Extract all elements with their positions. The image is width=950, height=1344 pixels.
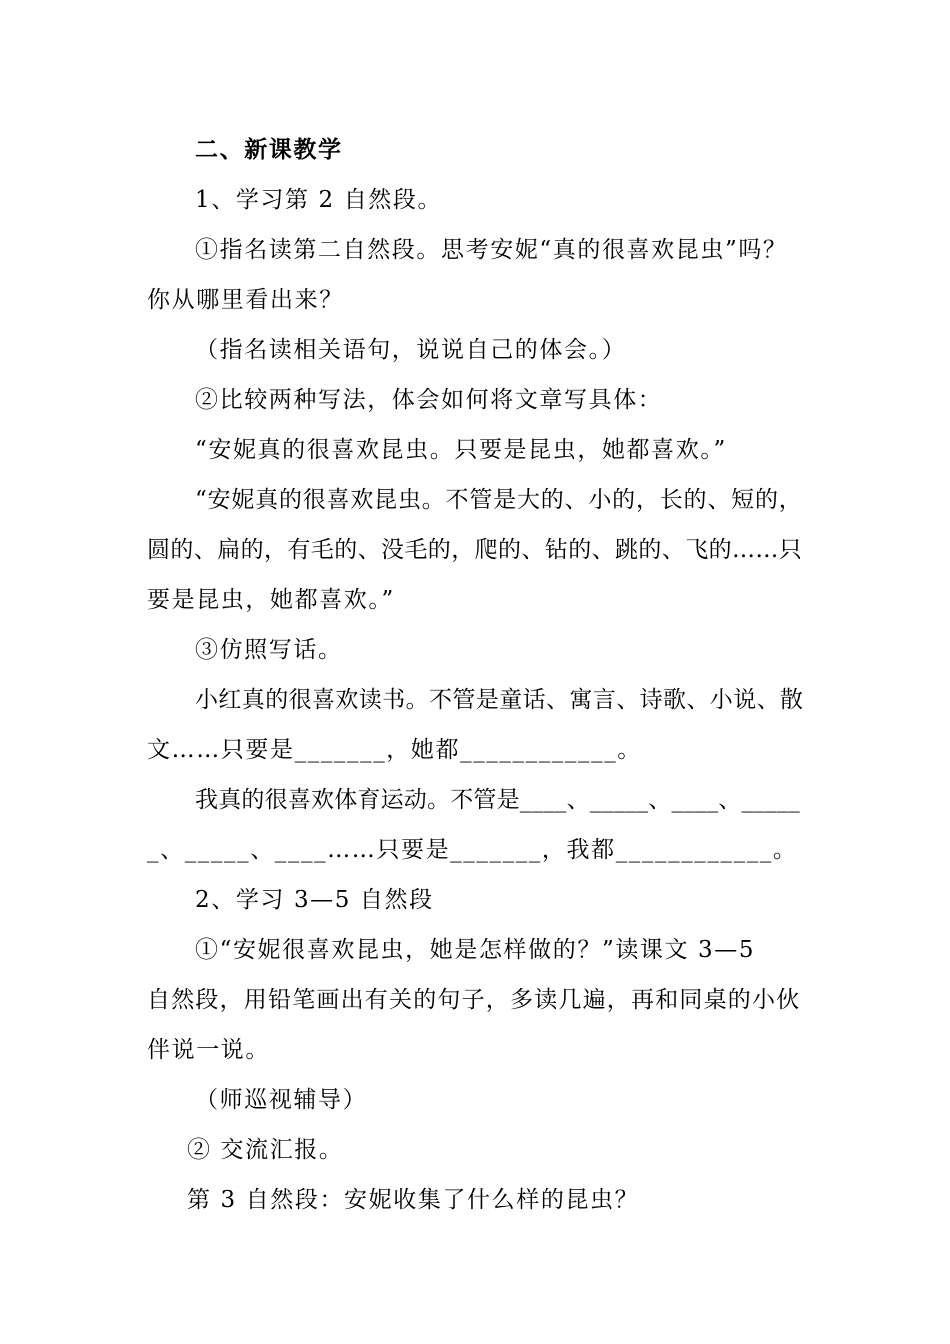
paragraph-line: ③仿照写话。 bbox=[195, 637, 343, 663]
paragraph-line: 小红真的很喜欢读书。不管是童话、寓言、诗歌、小说、散 bbox=[195, 687, 804, 713]
paragraph-line: 文……只要是_______，她都____________。 bbox=[147, 737, 642, 763]
paragraph-line: 1、学习第 2 自然段。 bbox=[195, 187, 443, 213]
paragraph-line: （指名读相关语句，说说自己的体会。） bbox=[195, 337, 627, 363]
paragraph-line: 自然段，用铅笔画出有关的句子，多读几遍，再和同桌的小伙 bbox=[147, 987, 801, 1013]
paragraph-line: ②比较两种写法，体会如何将文章写具体： bbox=[195, 387, 663, 413]
paragraph-line: 2、学习 3—5 自然段 bbox=[195, 887, 434, 913]
paragraph-line: “安妮真的很喜欢昆虫。只要是昆虫，她都喜欢。” bbox=[195, 437, 727, 463]
paragraph-line: （师巡视辅导） bbox=[195, 1087, 368, 1113]
paragraph-line: 你从哪里看出来？ bbox=[147, 287, 344, 313]
paragraph-line: 要是昆虫，她都喜欢。” bbox=[147, 587, 395, 613]
paragraph-line: ①“安妮很喜欢昆虫，她是怎样做的？”读课文 3—5 bbox=[195, 937, 756, 963]
section-heading: 二、新课教学 bbox=[195, 136, 343, 163]
paragraph-line: ①指名读第二自然段。思考安妮“真的很喜欢昆虫”吗？ bbox=[195, 237, 788, 263]
paragraph-line: 伴说一说。 bbox=[147, 1037, 270, 1063]
paragraph-line: _、_____、____……只要是_______，我都____________。 bbox=[147, 837, 798, 863]
paragraph-line: ② 交流汇报。 bbox=[187, 1137, 344, 1163]
paragraph-line: 第 3 自然段：安妮收集了什么样的昆虫？ bbox=[187, 1187, 640, 1213]
paragraph-line: 圆的、扁的，有毛的、没毛的，爬的、钻的、跳的、飞的……只 bbox=[147, 537, 803, 563]
paragraph-line: “安妮真的很喜欢昆虫。不管是大的、小的，长的、短的， bbox=[195, 487, 803, 513]
paragraph-line: 我真的很喜欢体育运动。不管是____、_____、____、_____ bbox=[195, 787, 800, 813]
